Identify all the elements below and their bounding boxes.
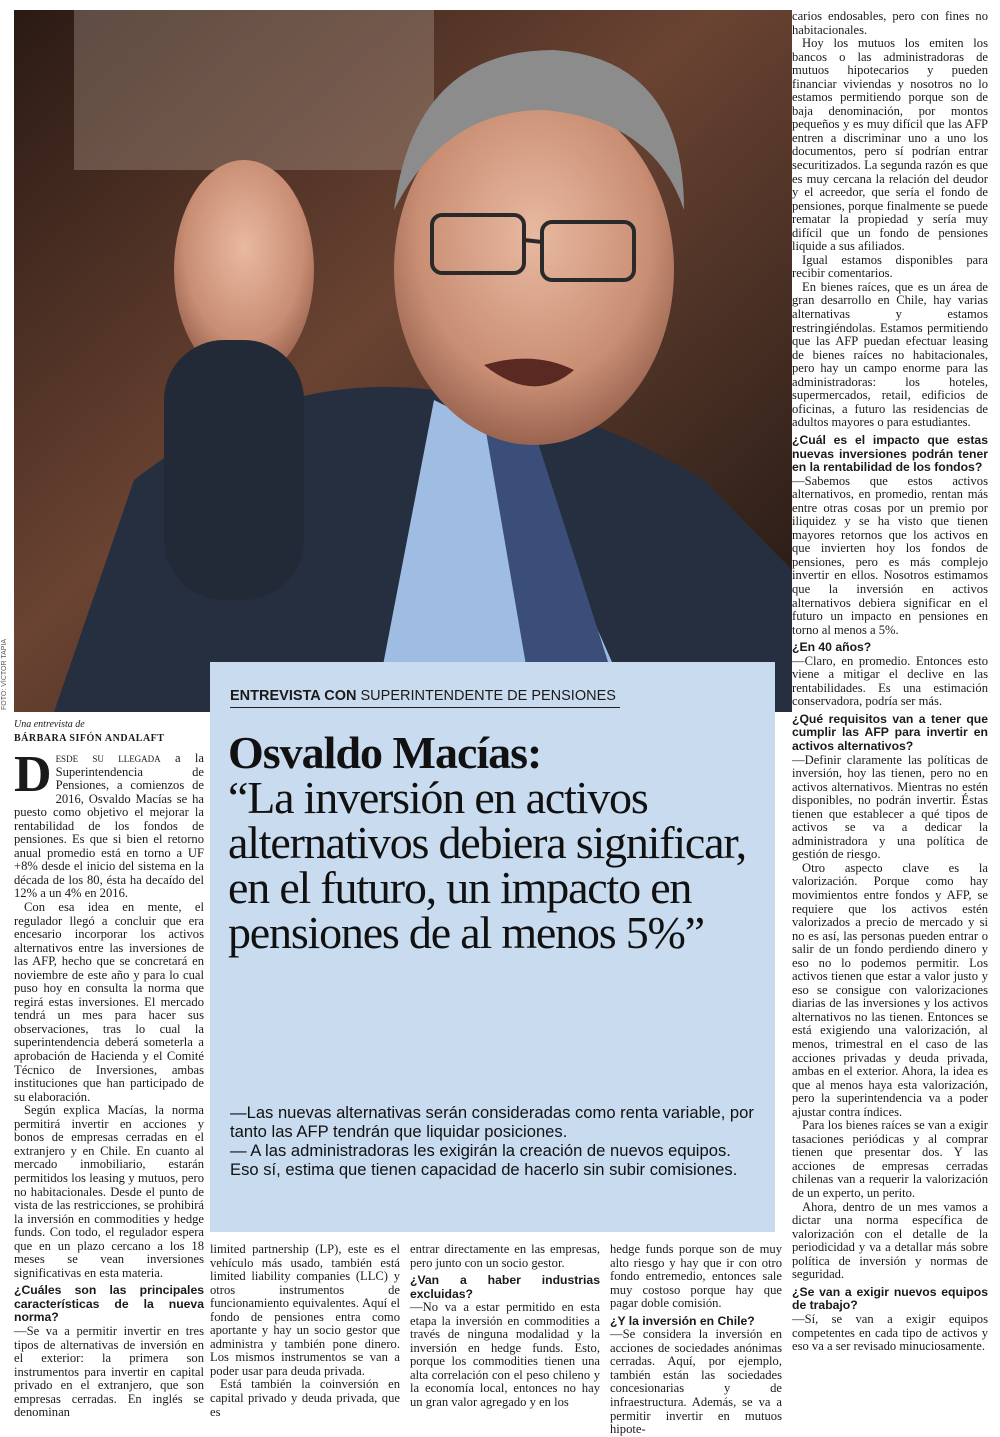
summary-item: — A las administradoras les exigirán la creación de nuevos equipos. Eso sí, estima que tienen capacidad de hacerlo sin subir comisiones.: [230, 1141, 738, 1179]
question: ¿En 40 años?: [792, 640, 872, 655]
article-column-5: [792, 10, 988, 1354]
article-column-2: [210, 1243, 400, 1419]
paragraph: Hoy los mutuos los emiten los bancos o las administradoras de mutuos hipotecarios y pueden financiar viviendas y nosotros no lo estamos permitiendo porque son de baja denominación, por montos pequeños y es muy difícil que las AFP entren a discriminar uno a uno los documentos, pero sí podrían entrar securitizados. La segunda razón es que es muy cercana la relación del deudor y el acreedor, que sería el fondo de pensiones, porque finalmente se puede rematar la propiedad y sería muy difícil que un fondo de pensiones liquide a sus afiliados.: [792, 36, 988, 254]
byline-author: BÁRBARA SIFÓN ANDALAFT: [14, 733, 165, 744]
paragraph: Igual estamos disponibles para recibir comentarios.: [792, 252, 988, 281]
paragraph: hedge funds porque son de muy alto riesgo y hay que ir con otro fondo entremedio, entonces sale muy costoso porque hay que pagar doble comisión.: [610, 1242, 782, 1311]
paragraph: Está también la coinversión en capital privado y deuda privada, que es: [210, 1377, 400, 1419]
paragraph: carios endosables, pero con fines no habitacionales.: [792, 9, 988, 37]
portrait-photo: [14, 10, 792, 712]
answer: —Claro, en promedio. Entonces esto viene a mitigar el declive en las rentabilidades. Es una estimación conservadora, podría ser más.: [792, 653, 988, 709]
summary-bullets: [230, 1103, 760, 1179]
answer: —Definir claramente las políticas de inversión, hoy las tienen, pero no en activos alternativos. Mientras no estén disponibles, no podrán invertir. Éstas tienen que establecer a qué tipos de activos se va a dedicar la administradora y una política de gestión de riesgo.: [792, 752, 988, 862]
byline: [14, 718, 204, 746]
article-column-3: [410, 1243, 600, 1410]
paragraph: Otro aspecto clave es la valorización. Porque como hay movimientos entre fondos y AFP, se requiere que los activos estén valorizados a precio de mercado y si no es así, las personas pueden entrar o salir de un fondo perdiendo dinero y eso no lo podemos permitir. Los activos tienen que estar a valor justo y eso se consigue con valorizaciones diarias de las inversiones y los activos alternativos no las tienen. Entonces se está exigiendo una valorización, al menos, trimestral en el caso de las acciones privadas y deuda privada, ambas en el exterior. Ahora, la idea es que al menos haya esta valorización, pero la superintendencia va a poder ajustar contra índices.: [792, 860, 988, 1119]
answer: —Sabemos que estos activos alternativos, en promedio, rentan más entre otras cosas por un premio por iliquidez y se ha visto que tienen mayores retornos que los activos en que invierten hoy los fondos de pensiones, pero es más complejo invertir en ellos. Nosotros estimamos que la inversión en activos alternativos debiera significar en el futuro un impacto en pensiones en torno al menos a 5%.: [792, 473, 988, 637]
answer: —Se considera la inversión en acciones de sociedades anónimas cerradas. Aquí, por ejemplo, también están las sociedades concesionarias y de infraestructura. Además, se va a permitir invertir en mutuos hipote-: [610, 1327, 782, 1437]
summary-item: —Las nuevas alternativas serán consideradas como renta variable, por tanto las AFP tendrán que liquidar posiciones.: [230, 1103, 754, 1141]
paragraph: Con esa idea en mente, el regulador llegó a concluir que era encesario incorporar los activos alternativos entre las inversiones de las AFP, hecho que se concretará en noviembre de este año y para lo cual puso hoy en consulta la norma que regirá estas inversiones. El mercado tendrá un mes para hacer sus observaciones, tras lo cual la superintendencia deberá someterla a aprobación de Hacienda y el Comité Técnico de Inversiones, ambas instituciones que han participado de su elaboración.: [14, 900, 204, 1104]
question: ¿Y la inversión en Chile?: [610, 1313, 755, 1328]
question: ¿Cuál es el impacto que estas nuevas inversiones podrán tener en la rentabilidad de los fondos?: [792, 432, 988, 475]
dropcap: D: [14, 746, 52, 803]
photo-credit: FOTO: VÍCTOR TAPIA: [1, 638, 8, 710]
answer: —Sí, se van a exigir equipos competentes en cada tipo de activos y eso va a ser revisado minuciosamente.: [792, 1311, 988, 1354]
lead-text: a la Superintendencia de Pensiones, a comienzos de 2016, Osvaldo Macías se ha puesto como objetivo el mejorar la rentabilidad de los fondos de pensiones. Es que si bien el retorno anual promedio está en torno a UF +8% desde el inicio del sistema en la década de los 80, ésta ha decaído del 12% a un 4% en 2016.: [14, 751, 204, 901]
article-column-1: [14, 746, 204, 1420]
paragraph: Ahora, dentro de un mes vamos a dictar una norma específica de valorización con el detalle de la periodicidad y va a detallar más sobre política de inversión y normas de seguridad.: [792, 1199, 988, 1282]
paragraph: En bienes raíces, que es un área de gran desarrollo en Chile, hay varias alternativas y estamos restringiéndolas. Estamos permitiendo que las AFP puedan efectuar leasing de bienes raíces no habitacionales, pero hay un campo enorme para las administradoras: los hoteles, supermercados, retail, edificios de oficinas, a futuro las residencias de adultos mayores o para estudiantes.: [792, 279, 988, 430]
byline-intro: Una entrevista de: [14, 719, 85, 730]
article-column-4: [610, 1243, 782, 1437]
section-kicker: [230, 688, 620, 708]
answer: —No va a estar permitido en esta etapa la inversión en commodities a través de ninguna modalidad y la inversión en hedge funds. Esto, porque los commodities tienen una alta correlación con el peso chileno y la economía local, entonces no hay un gran valor agregado y en los: [410, 1300, 600, 1410]
paragraph: Según explica Macías, la norma permitirá invertir en acciones y bonos de empresas cerradas en el extranjero y en Chile. En cuanto al mercado inmobiliario, estarán permitidos los leasing y mutuos, pero no habitacionales. Desde el punto de vista de las restricciones, se prohibirá la inversión en commodities y hedge funds. Con todo, el regulador espera que en un plazo cercano a los 18 meses se vean inversiones significativas en esta materia.: [14, 1103, 204, 1280]
paragraph: limited partnership (LP), este es el vehículo más usado, también está limited liability companies (LLC) y otros instrumentos de funcionamiento equivalentes. Aquí el fondo de pensiones entra como aportante y hay un socio gestor que administra y también pone dinero. Los mismos instrumentos se van a poder usar para deuda privada.: [210, 1242, 400, 1378]
kicker-bold: ENTREVISTA CON: [230, 688, 357, 704]
question: ¿Cuáles son las principales características de la nueva norma?: [14, 1283, 204, 1325]
question: ¿Qué requisitos van a tener que cumplir las AFP para invertir en activos alternativos?: [792, 711, 988, 753]
kicker-rest: SUPERINTENDENTE DE PENSIONES: [356, 688, 616, 704]
headline: [228, 727, 768, 958]
headline-name: Osvaldo Macías:: [228, 727, 542, 778]
question: ¿Van a haber industrias excluidas?: [410, 1273, 600, 1301]
headline-quote: “La inversión en activos alternativos debiera significar, en el futuro, un impacto en pensiones de al menos 5%”: [228, 772, 746, 958]
portrait-illustration: [14, 10, 792, 712]
paragraph: Para los bienes raíces se van a exigir tasaciones periódicas y al comprar tienen que presentar dos. Y las acciones de empresas cerradas chilenas van a requerir la valorización de un experto, un perito.: [792, 1118, 988, 1201]
paragraph: entrar directamente en las empresas, pero junto con un socio gestor.: [410, 1242, 600, 1270]
lead-paragraph: [14, 746, 204, 901]
question: ¿Se van a exigir nuevos equipos de trabajo?: [792, 1284, 988, 1313]
answer: —Se va a permitir invertir en tres tipos de alternativas de inversión en el exterior: la primera son instrumentos para invertir en capital privado en el extranjero, que son empresas cerradas. En inglés se denominan: [14, 1323, 204, 1420]
lead-caps: esde su llegada: [55, 751, 161, 765]
